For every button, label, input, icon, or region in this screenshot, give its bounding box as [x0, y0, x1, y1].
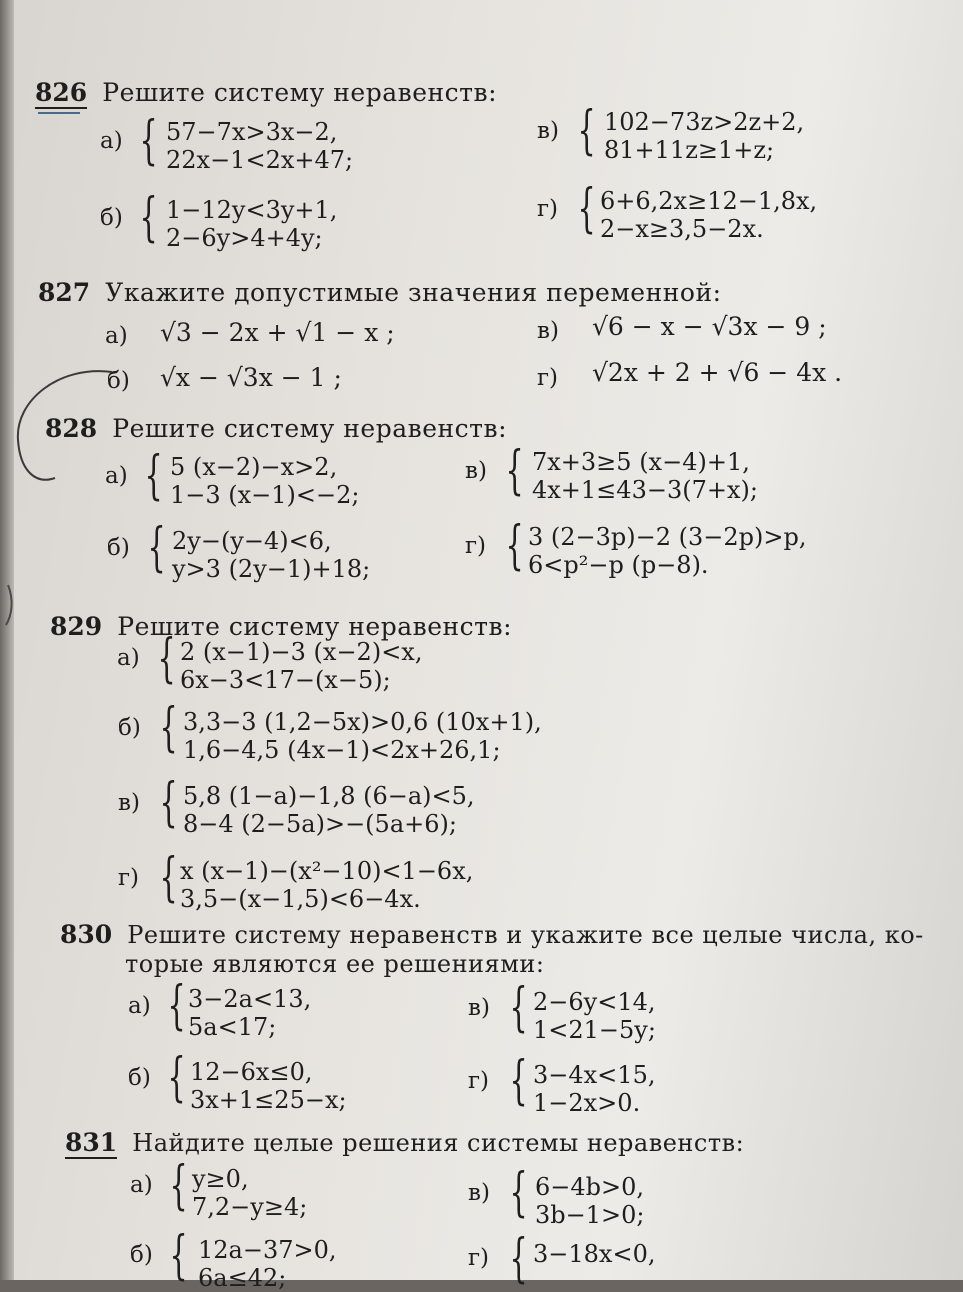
item-label: в) [468, 1180, 490, 1206]
system-829-g [180, 857, 473, 913]
inequality: 3,5−(x−1,5)<6−4x. [180, 885, 421, 913]
problem-number: 830 [60, 920, 113, 949]
brace-icon: { [139, 111, 158, 171]
inequality: y>3 (2y−1)+18; [172, 555, 371, 583]
brace-icon: { [157, 629, 176, 689]
inequality: 6−4b>0, [535, 1173, 645, 1201]
item-label: г) [468, 1068, 490, 1094]
inequality: 2 (x−1)−3 (x−2)<x, [180, 638, 423, 666]
inequality: 57−7x>3x−2, [166, 118, 338, 146]
inequality: 102−73z>2z+2, [604, 108, 805, 136]
item-label: г) [537, 196, 559, 222]
item-label: в) [118, 790, 140, 816]
item-label: в) [537, 318, 559, 344]
page-edge-shadow [0, 0, 14, 1280]
problem-828-header [45, 414, 507, 443]
item-label: а) [105, 463, 128, 489]
item-label: б) [118, 715, 141, 741]
inequality: 8−4 (2−5a)>−(5a+6); [183, 810, 457, 838]
system-828-b [172, 527, 370, 583]
brace-icon: { [167, 1048, 186, 1108]
inequality: 2−6y<14, [533, 988, 656, 1016]
inequality: 2y−(y−4)<6, [172, 527, 332, 555]
expression-827-a: √3 − 2x + √1 − x ; [160, 318, 395, 347]
inequality: 12−6x≤0, [190, 1058, 313, 1086]
brace-icon: { [509, 1163, 528, 1223]
brace-icon: { [577, 101, 596, 161]
inequality: 1<21−5y; [533, 1016, 656, 1044]
brace-icon: { [159, 698, 178, 758]
brace-icon: { [509, 1051, 528, 1111]
item-label: б) [128, 1065, 151, 1091]
inequality: 3x+1≤25−x; [190, 1086, 347, 1114]
inequality: 81+11z≥1+z; [604, 136, 775, 164]
problem-title: Решите систему неравенств и укажите все целые числа, ко- [127, 921, 924, 949]
system-828-a [170, 453, 360, 509]
inequality: 1−12y<3y+1, [166, 196, 338, 224]
inequality: 3−18x<0, [533, 1240, 656, 1268]
system-830-v [533, 988, 656, 1044]
inequality: 3 (2−3p)−2 (3−2p)>p, [528, 523, 807, 551]
problem-number: 828 [45, 414, 98, 443]
inequality: 7,2−y≥4; [192, 1193, 308, 1221]
problem-829-header [50, 612, 512, 641]
system-826-b [166, 196, 337, 252]
problem-title: Укажите допустимые значения переменной: [105, 278, 722, 307]
problem-826-header [35, 78, 497, 107]
item-label: б) [107, 535, 130, 561]
problem-number: 826 [35, 78, 88, 107]
inequality: 2−6y>4+4y; [166, 224, 323, 252]
item-label: в) [465, 458, 487, 484]
problem-number: 831 [65, 1128, 118, 1157]
system-828-g [528, 523, 806, 579]
inequality: 7x+3≥5 (x−4)+1, [532, 448, 750, 476]
problem-830-header [60, 920, 924, 949]
system-831-v [535, 1173, 644, 1229]
system-828-v [532, 448, 758, 504]
problem-title: Решите систему неравенств: [102, 78, 497, 107]
system-830-a [188, 985, 311, 1041]
item-label: а) [117, 645, 140, 671]
inequality: 1−2x>0. [533, 1089, 641, 1117]
inequality: 6a≤42; [198, 1264, 287, 1292]
system-830-g [533, 1061, 655, 1117]
problem-number: 829 [50, 612, 103, 641]
inequality: y≥0, [192, 1165, 249, 1193]
inequality: 3,3−3 (1,2−5x)>0,6 (10x+1), [183, 708, 542, 736]
inequality: 3b−1>0; [535, 1201, 645, 1229]
inequality: 6<p²−p (p−8). [528, 551, 709, 579]
inequality: x (x−1)−(x²−10)<1−6x, [180, 857, 474, 885]
brace-icon: { [167, 976, 186, 1036]
problem-827-header [38, 278, 722, 307]
inequality: 22x−1<2x+47; [166, 146, 354, 174]
system-831-b [198, 1236, 337, 1292]
inequality: 3−4x<15, [533, 1061, 656, 1089]
brace-icon: { [139, 188, 158, 248]
problem-number: 827 [38, 278, 91, 307]
inequality: 5a<17; [188, 1013, 277, 1041]
brace-icon: { [169, 1156, 188, 1216]
problem-title: Решите систему неравенств: [112, 414, 507, 443]
expression-827-g: √2x + 2 + √6 − 4x . [592, 358, 843, 387]
problem-title-continuation: торые являются ее решениями: [125, 950, 545, 978]
item-label: б) [100, 205, 123, 231]
brace-icon: { [505, 441, 524, 501]
inequality: 4x+1≤43−3(7+x); [532, 476, 758, 504]
problem-title: Найдите целые решения системы неравенств: [132, 1129, 745, 1157]
inequality: 2−x≥3,5−2x. [600, 215, 764, 243]
system-826-a [166, 118, 353, 174]
system-831-g [533, 1240, 655, 1268]
brace-icon: { [159, 773, 178, 833]
expression-827-v: √6 − x − √3x − 9 ; [592, 312, 827, 341]
system-826-g [600, 187, 817, 243]
item-label: г) [537, 365, 559, 391]
brace-icon: { [509, 978, 528, 1038]
system-830-b [190, 1058, 347, 1114]
system-831-a [192, 1165, 307, 1221]
brace-icon: { [509, 1229, 528, 1289]
inequality: 5 (x−2)−x>2, [170, 453, 338, 481]
brace-icon: { [505, 516, 524, 576]
system-829-a [180, 638, 422, 694]
brace-icon: { [169, 1226, 188, 1286]
problem-831-header [65, 1128, 744, 1157]
item-label: а) [100, 128, 123, 154]
system-829-v [183, 782, 475, 838]
system-829-b [183, 708, 542, 764]
item-label: г) [118, 865, 140, 891]
inequality: 5,8 (1−a)−1,8 (6−a)<5, [183, 782, 475, 810]
inequality: 6+6,2x≥12−1,8x, [600, 187, 818, 215]
item-label: б) [107, 368, 130, 394]
item-label: а) [130, 1172, 153, 1198]
item-label: г) [465, 533, 487, 559]
item-label: г) [468, 1245, 490, 1271]
brace-icon: { [147, 518, 166, 578]
item-label: а) [128, 993, 151, 1019]
brace-icon: { [577, 179, 596, 239]
system-826-v [604, 108, 804, 164]
problem-title: Решите систему неравенств: [117, 612, 512, 641]
inequality: 6x−3<17−(x−5); [180, 666, 391, 694]
item-label: б) [130, 1242, 153, 1268]
inequality: 3−2a<13, [188, 985, 312, 1013]
inequality: 1,6−4,5 (4x−1)<2x+26,1; [183, 736, 501, 764]
expression-827-b: √x − √3x − 1 ; [160, 363, 342, 392]
inequality: 1−3 (x−1)<−2; [170, 481, 360, 509]
item-label: в) [537, 118, 559, 144]
brace-icon: { [159, 848, 178, 908]
inequality: 12a−37>0, [198, 1236, 337, 1264]
item-label: в) [468, 995, 490, 1021]
brace-icon: { [144, 446, 163, 506]
item-label: а) [105, 323, 128, 349]
